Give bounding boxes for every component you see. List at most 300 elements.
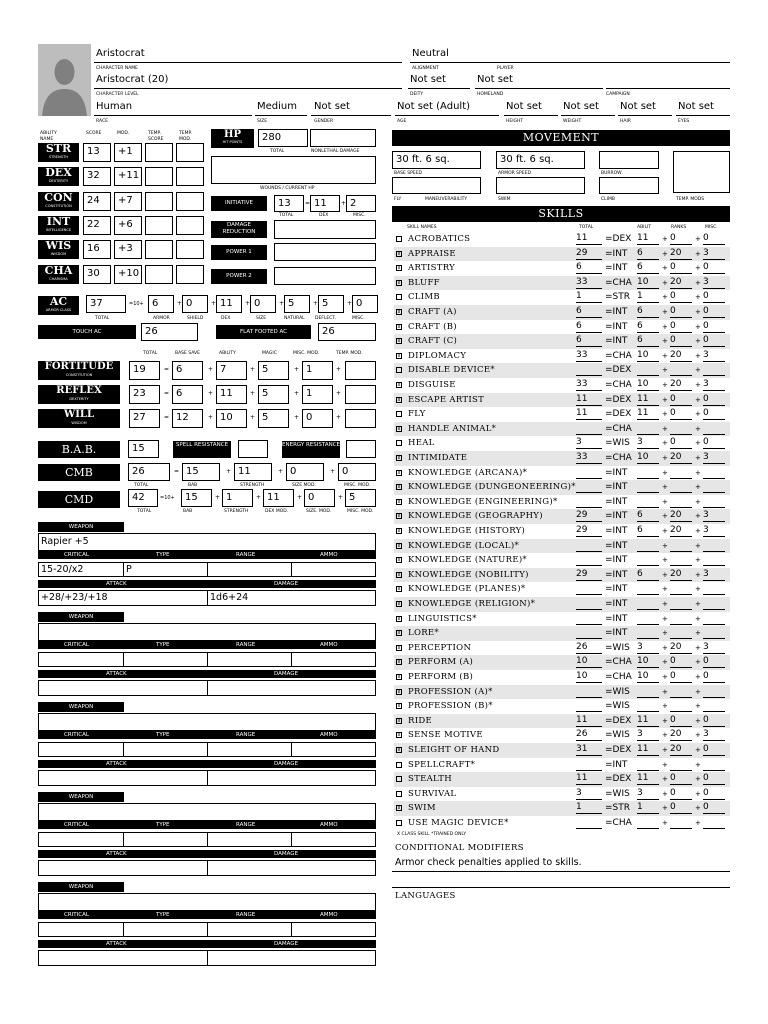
armor-speed[interactable]: 30 ft. 6 sq.	[496, 151, 585, 169]
ac-armor[interactable]: 6	[148, 295, 174, 313]
ability-temp-mod[interactable]	[176, 143, 204, 162]
skill-total[interactable]: 10	[576, 671, 602, 683]
weapon-attack[interactable]	[38, 860, 208, 876]
save-magic[interactable]: 5	[258, 409, 289, 428]
skill-misc[interactable]: 0	[703, 656, 725, 668]
skill-total[interactable]: 3	[576, 788, 602, 800]
skill-total[interactable]: 6	[576, 262, 602, 274]
skill-misc[interactable]: 3	[703, 379, 725, 391]
skill-ranks[interactable]	[670, 496, 692, 508]
ability-temp-score[interactable]	[145, 167, 173, 186]
base-speed[interactable]: 30 ft. 6 sq.	[392, 151, 481, 169]
skill-misc[interactable]	[703, 759, 725, 771]
class-skill-checkbox[interactable]: x	[397, 586, 401, 593]
damage-reduction-field[interactable]	[274, 220, 376, 239]
skill-ability-mod[interactable]: 1	[637, 291, 659, 303]
save-magic[interactable]: 5	[258, 361, 289, 380]
ac-shield[interactable]: 0	[182, 295, 208, 313]
cmb-total[interactable]: 26	[128, 463, 170, 481]
weapon-name[interactable]	[38, 713, 376, 731]
skill-ability-mod[interactable]: 10	[637, 656, 659, 668]
initiative-misc[interactable]: 2	[346, 195, 376, 212]
class-skill-checkbox[interactable]	[396, 791, 402, 797]
class-skill-checkbox[interactable]	[396, 820, 402, 826]
save-temp-mod[interactable]	[345, 409, 376, 428]
cmb-size[interactable]: 0	[286, 463, 324, 481]
skill-total[interactable]: 33	[576, 277, 602, 289]
class-skill-checkbox[interactable]: x	[397, 323, 401, 330]
weapon-attack[interactable]	[38, 680, 208, 696]
class-skill-checkbox[interactable]: x	[397, 615, 401, 622]
save-misc[interactable]: 0	[302, 409, 333, 428]
skill-ranks[interactable]: 20	[670, 248, 692, 260]
skill-ability-mod[interactable]	[637, 700, 659, 712]
skill-total[interactable]: 29	[576, 510, 602, 522]
ability-temp-score[interactable]	[145, 216, 173, 235]
cmb-bab[interactable]: 15	[182, 463, 220, 481]
class-skill-checkbox[interactable]: x	[397, 528, 401, 534]
skill-ranks[interactable]: 0	[670, 788, 692, 800]
skill-total[interactable]	[576, 423, 602, 435]
class-skill-checkbox[interactable]: x	[397, 382, 401, 388]
skill-ability-mod[interactable]: 11	[637, 744, 659, 756]
skill-total[interactable]: 29	[576, 248, 602, 260]
class-skill-checkbox[interactable]: x	[397, 542, 401, 549]
skill-ranks[interactable]	[670, 583, 692, 595]
ability-mod[interactable]: +3	[114, 240, 142, 259]
wounds-current-hp[interactable]	[211, 156, 376, 184]
skill-ranks[interactable]: 0	[670, 394, 692, 406]
weapon-critical[interactable]	[38, 652, 124, 667]
skill-misc[interactable]	[703, 686, 725, 698]
skill-total[interactable]	[576, 583, 602, 595]
skill-ability-mod[interactable]: 6	[637, 306, 659, 318]
skill-ranks[interactable]: 0	[670, 671, 692, 683]
skill-misc[interactable]: 0	[703, 437, 725, 449]
weapon-attack[interactable]	[38, 770, 208, 786]
weapon-range[interactable]	[207, 652, 292, 667]
weapon-type[interactable]	[123, 922, 208, 937]
skill-ranks[interactable]	[670, 598, 692, 610]
skill-ability-mod[interactable]: 6	[637, 321, 659, 333]
skill-ability-mod[interactable]: 11	[637, 715, 659, 727]
ability-score[interactable]: 30	[83, 265, 111, 284]
skill-misc[interactable]: 0	[703, 671, 725, 683]
save-total[interactable]: 23	[129, 385, 160, 404]
skill-ranks[interactable]	[670, 686, 692, 698]
skill-ability-mod[interactable]	[637, 496, 659, 508]
bab-value[interactable]: 15	[128, 440, 159, 458]
skill-ability-mod[interactable]: 6	[637, 569, 659, 581]
skill-total[interactable]: 33	[576, 379, 602, 391]
skill-total[interactable]	[576, 817, 602, 829]
skill-misc[interactable]: 0	[703, 744, 725, 756]
skill-ranks[interactable]: 0	[670, 656, 692, 668]
skill-total[interactable]: 11	[576, 233, 602, 245]
skill-ranks[interactable]	[670, 481, 692, 493]
skill-misc[interactable]: 3	[703, 452, 725, 464]
skill-ability-mod[interactable]	[637, 481, 659, 493]
skill-misc[interactable]	[703, 627, 725, 639]
weapon-attack[interactable]	[38, 950, 208, 966]
save-total[interactable]: 27	[129, 409, 160, 428]
cmd-bab[interactable]: 15	[181, 489, 212, 507]
skill-total[interactable]: 6	[576, 335, 602, 347]
ability-score[interactable]: 22	[83, 216, 111, 235]
skill-misc[interactable]: 0	[703, 394, 725, 406]
skill-total[interactable]: 10	[576, 656, 602, 668]
class-skill-checkbox[interactable]: x	[397, 352, 401, 359]
skill-total[interactable]: 29	[576, 569, 602, 581]
weapon-range[interactable]	[207, 832, 292, 847]
skill-ranks[interactable]: 0	[670, 437, 692, 449]
skill-misc[interactable]: 3	[703, 642, 725, 654]
save-ability[interactable]: 7	[216, 361, 247, 380]
save-total[interactable]: 19	[129, 361, 160, 380]
skill-ability-mod[interactable]	[637, 686, 659, 698]
weapon-ammo[interactable]	[291, 832, 376, 847]
skill-ability-mod[interactable]	[637, 759, 659, 771]
skill-ranks[interactable]	[670, 467, 692, 479]
skill-ranks[interactable]: 20	[670, 569, 692, 581]
class-skill-checkbox[interactable]	[396, 411, 402, 417]
skill-misc[interactable]: 0	[703, 262, 725, 274]
weapon-damage[interactable]	[207, 680, 376, 696]
skill-misc[interactable]: 0	[703, 408, 725, 420]
skill-ranks[interactable]	[670, 540, 692, 552]
weapon-damage[interactable]	[207, 860, 376, 876]
skill-ability-mod[interactable]	[637, 598, 659, 610]
skill-ranks[interactable]: 20	[670, 379, 692, 391]
weapon-attack[interactable]: +28/+23/+18	[38, 590, 208, 606]
skill-ability-mod[interactable]: 6	[637, 510, 659, 522]
class-skill-checkbox[interactable]: x	[397, 455, 401, 461]
class-skill-checkbox[interactable]	[396, 776, 402, 782]
skill-misc[interactable]	[703, 817, 725, 829]
skill-total[interactable]: 26	[576, 729, 602, 741]
class-skill-checkbox[interactable]: x	[397, 396, 401, 403]
class-skill-checkbox[interactable]: x	[397, 717, 401, 724]
skill-misc[interactable]: 3	[703, 248, 725, 260]
skill-ranks[interactable]	[670, 627, 692, 639]
cmd-misc[interactable]: 5	[345, 489, 376, 507]
skill-ranks[interactable]: 20	[670, 277, 692, 289]
skill-ranks[interactable]: 20	[670, 729, 692, 741]
skill-ranks[interactable]	[670, 423, 692, 435]
class-skill-checkbox[interactable]	[396, 762, 402, 768]
skill-ability-mod[interactable]: 3	[637, 642, 659, 654]
power2-field[interactable]	[274, 267, 376, 285]
ability-mod[interactable]: +7	[114, 192, 142, 211]
skill-total[interactable]: 33	[576, 452, 602, 464]
skill-ability-mod[interactable]: 3	[637, 788, 659, 800]
skill-misc[interactable]: 0	[703, 773, 725, 785]
save-base[interactable]: 12	[172, 409, 203, 428]
cmb-misc[interactable]: 0	[338, 463, 376, 481]
class-skill-checkbox[interactable]: x	[397, 469, 401, 476]
nonlethal-damage[interactable]	[310, 129, 376, 147]
skill-total[interactable]	[576, 759, 602, 771]
class-skill-checkbox[interactable]: x	[397, 805, 401, 812]
skill-ability-mod[interactable]: 3	[637, 729, 659, 741]
skill-ranks[interactable]: 0	[670, 715, 692, 727]
skill-ability-mod[interactable]: 10	[637, 452, 659, 464]
class-skill-checkbox[interactable]: x	[397, 513, 401, 520]
skill-total[interactable]	[576, 613, 602, 625]
skill-ability-mod[interactable]	[637, 817, 659, 829]
skill-ability-mod[interactable]: 6	[637, 525, 659, 537]
skill-ability-mod[interactable]	[637, 613, 659, 625]
weapon-critical[interactable]	[38, 832, 124, 847]
save-misc[interactable]: 1	[302, 385, 333, 404]
weapon-critical[interactable]: 15-20/x2	[38, 562, 124, 577]
skill-ability-mod[interactable]: 10	[637, 277, 659, 289]
ac-deflect[interactable]: 5	[318, 295, 344, 313]
ability-temp-score[interactable]	[145, 192, 173, 211]
ability-temp-score[interactable]	[145, 265, 173, 284]
skill-ranks[interactable]: 20	[670, 642, 692, 654]
skill-ability-mod[interactable]: 1	[637, 802, 659, 814]
weapon-name[interactable]: Rapier +5	[38, 533, 376, 551]
save-ability[interactable]: 11	[216, 385, 247, 404]
class-skill-checkbox[interactable]: x	[397, 338, 401, 345]
ability-score[interactable]: 24	[83, 192, 111, 211]
skill-misc[interactable]	[703, 467, 725, 479]
skill-misc[interactable]: 0	[703, 802, 725, 814]
skill-ability-mod[interactable]: 3	[637, 437, 659, 449]
skill-misc[interactable]	[703, 583, 725, 595]
class-skill-checkbox[interactable]	[396, 367, 402, 373]
skill-ranks[interactable]	[670, 817, 692, 829]
weapon-type[interactable]: P	[123, 562, 208, 577]
skill-ranks[interactable]	[670, 700, 692, 712]
class-skill-checkbox[interactable]: x	[397, 265, 401, 272]
ability-temp-mod[interactable]	[176, 167, 204, 186]
hp-total[interactable]: 280	[258, 129, 308, 147]
class-skill-checkbox[interactable]: x	[397, 557, 401, 564]
skill-ability-mod[interactable]	[637, 540, 659, 552]
skill-ranks[interactable]: 20	[670, 452, 692, 464]
skill-total[interactable]	[576, 496, 602, 508]
class-skill-checkbox[interactable]: x	[397, 732, 401, 739]
class-skill-checkbox[interactable]: x	[397, 674, 401, 680]
save-ability[interactable]: 10	[216, 409, 247, 428]
weapon-ammo[interactable]	[291, 742, 376, 757]
skill-misc[interactable]	[703, 613, 725, 625]
weapon-name[interactable]	[38, 623, 376, 641]
skill-misc[interactable]	[703, 496, 725, 508]
ability-score[interactable]: 16	[83, 240, 111, 259]
initiative-total[interactable]: 13	[274, 195, 304, 212]
weapon-critical[interactable]	[38, 742, 124, 757]
cmd-dex[interactable]: 11	[263, 489, 294, 507]
class-skill-checkbox[interactable]: x	[397, 747, 401, 753]
class-skill-checkbox[interactable]: x	[397, 250, 401, 257]
climb-speed[interactable]	[599, 177, 659, 194]
class-skill-checkbox[interactable]: x	[397, 659, 401, 666]
skill-ranks[interactable]: 0	[670, 335, 692, 347]
ability-score[interactable]: 13	[83, 143, 111, 162]
skill-misc[interactable]: 0	[703, 788, 725, 800]
class-skill-checkbox[interactable]	[396, 236, 402, 242]
ability-temp-mod[interactable]	[176, 265, 204, 284]
weapon-ammo[interactable]	[291, 562, 376, 577]
skill-ranks[interactable]: 20	[670, 510, 692, 522]
skill-ability-mod[interactable]: 6	[637, 248, 659, 260]
weapon-ammo[interactable]	[291, 652, 376, 667]
ability-score[interactable]: 32	[83, 167, 111, 186]
weapon-range[interactable]	[207, 742, 292, 757]
skill-total[interactable]	[576, 467, 602, 479]
skill-total[interactable]	[576, 686, 602, 698]
skill-ability-mod[interactable]: 6	[637, 262, 659, 274]
ac-dex[interactable]: 11	[216, 295, 242, 313]
skill-ability-mod[interactable]	[637, 467, 659, 479]
skill-misc[interactable]	[703, 554, 725, 566]
ac-total[interactable]: 37	[86, 295, 126, 313]
skill-ability-mod[interactable]: 11	[637, 233, 659, 245]
skill-ranks[interactable]: 20	[670, 744, 692, 756]
skill-ranks[interactable]: 0	[670, 773, 692, 785]
skill-misc[interactable]: 0	[703, 291, 725, 303]
skill-ranks[interactable]: 0	[670, 291, 692, 303]
ability-temp-mod[interactable]	[176, 216, 204, 235]
skill-total[interactable]	[576, 598, 602, 610]
class-skill-checkbox[interactable]	[396, 294, 402, 300]
skill-total[interactable]	[576, 364, 602, 376]
touch-ac[interactable]: 26	[141, 323, 198, 341]
fly-speed[interactable]	[392, 177, 481, 194]
initiative-dex[interactable]: 11	[310, 195, 340, 212]
skill-ranks[interactable]: 0	[670, 233, 692, 245]
skill-ability-mod[interactable]	[637, 583, 659, 595]
skill-total[interactable]: 6	[576, 321, 602, 333]
skill-ranks[interactable]: 0	[670, 408, 692, 420]
skill-ability-mod[interactable]: 6	[637, 335, 659, 347]
class-skill-checkbox[interactable]: x	[397, 601, 401, 607]
skill-misc[interactable]: 3	[703, 525, 725, 537]
power1-field[interactable]	[274, 243, 376, 261]
ability-temp-score[interactable]	[145, 240, 173, 259]
weapon-range[interactable]	[207, 562, 292, 577]
skill-total[interactable]: 3	[576, 437, 602, 449]
skill-misc[interactable]: 0	[703, 335, 725, 347]
skill-total[interactable]: 1	[576, 291, 602, 303]
skill-ability-mod[interactable]: 10	[637, 671, 659, 683]
skill-total[interactable]	[576, 700, 602, 712]
skill-misc[interactable]	[703, 540, 725, 552]
class-skill-checkbox[interactable]: x	[397, 425, 401, 432]
temp-mods[interactable]	[673, 151, 730, 193]
weapon-type[interactable]	[123, 652, 208, 667]
energy-resistance[interactable]	[346, 440, 376, 458]
class-skill-checkbox[interactable]: x	[397, 644, 401, 651]
skill-ability-mod[interactable]: 11	[637, 773, 659, 785]
skill-ranks[interactable]	[670, 613, 692, 625]
skill-misc[interactable]: 0	[703, 233, 725, 245]
class-skill-checkbox[interactable]: x	[397, 630, 401, 637]
class-skill-checkbox[interactable]: x	[397, 688, 401, 695]
weapon-name[interactable]	[38, 803, 376, 821]
ability-mod[interactable]: +1	[114, 143, 142, 162]
ability-mod[interactable]: +6	[114, 216, 142, 235]
skill-total[interactable]: 26	[576, 642, 602, 654]
skill-ranks[interactable]: 20	[670, 525, 692, 537]
class-skill-checkbox[interactable]: x	[397, 703, 401, 710]
ac-natural[interactable]: 5	[284, 295, 310, 313]
skill-ranks[interactable]: 0	[670, 306, 692, 318]
skill-total[interactable]: 29	[576, 525, 602, 537]
weapon-critical[interactable]	[38, 922, 124, 937]
skill-misc[interactable]: 3	[703, 729, 725, 741]
save-misc[interactable]: 1	[302, 361, 333, 380]
skill-total[interactable]: 11	[576, 715, 602, 727]
save-magic[interactable]: 5	[258, 385, 289, 404]
weapon-name[interactable]	[38, 893, 376, 911]
skill-ability-mod[interactable]	[637, 423, 659, 435]
skill-total[interactable]: 11	[576, 394, 602, 406]
skill-misc[interactable]: 3	[703, 569, 725, 581]
skill-total[interactable]: 1	[576, 802, 602, 814]
skill-misc[interactable]	[703, 700, 725, 712]
ability-temp-score[interactable]	[145, 143, 173, 162]
cmb-str[interactable]: 11	[234, 463, 272, 481]
skill-total[interactable]: 31	[576, 744, 602, 756]
weapon-ammo[interactable]	[291, 922, 376, 937]
weapon-type[interactable]	[123, 832, 208, 847]
skill-total[interactable]: 11	[576, 408, 602, 420]
skill-ability-mod[interactable]: 11	[637, 408, 659, 420]
ability-mod[interactable]: +10	[114, 265, 142, 284]
skill-total[interactable]: 6	[576, 306, 602, 318]
skill-ranks[interactable]: 0	[670, 321, 692, 333]
spell-resistance[interactable]	[238, 440, 268, 458]
skill-misc[interactable]: 3	[703, 510, 725, 522]
class-skill-checkbox[interactable]: x	[397, 498, 401, 505]
skill-ability-mod[interactable]	[637, 364, 659, 376]
ac-size[interactable]: 0	[250, 295, 276, 313]
skill-ability-mod[interactable]: 10	[637, 379, 659, 391]
skill-ranks[interactable]: 0	[670, 802, 692, 814]
skill-misc[interactable]	[703, 481, 725, 493]
skill-total[interactable]: 11	[576, 773, 602, 785]
skill-total[interactable]	[576, 540, 602, 552]
save-base[interactable]: 6	[172, 385, 203, 404]
skill-ability-mod[interactable]: 11	[637, 394, 659, 406]
skill-misc[interactable]: 0	[703, 306, 725, 318]
skill-ranks[interactable]: 0	[670, 262, 692, 274]
skill-total[interactable]	[576, 554, 602, 566]
ability-temp-mod[interactable]	[176, 192, 204, 211]
class-skill-checkbox[interactable]: x	[397, 279, 401, 286]
ability-mod[interactable]: +11	[114, 167, 142, 186]
skill-misc[interactable]: 0	[703, 321, 725, 333]
weapon-damage[interactable]	[207, 950, 376, 966]
skill-ability-mod[interactable]: 10	[637, 350, 659, 362]
skill-total[interactable]	[576, 481, 602, 493]
skill-misc[interactable]: 0	[703, 715, 725, 727]
cmd-total[interactable]: 42	[128, 489, 158, 507]
skill-misc[interactable]: 3	[703, 350, 725, 362]
skill-misc[interactable]	[703, 364, 725, 376]
skill-ability-mod[interactable]	[637, 554, 659, 566]
class-skill-checkbox[interactable]: x	[397, 484, 401, 491]
class-skill-checkbox[interactable]	[396, 440, 402, 446]
flat-footed-ac[interactable]: 26	[318, 323, 376, 341]
skill-misc[interactable]	[703, 598, 725, 610]
weapon-range[interactable]	[207, 922, 292, 937]
skill-ranks[interactable]: 20	[670, 350, 692, 362]
